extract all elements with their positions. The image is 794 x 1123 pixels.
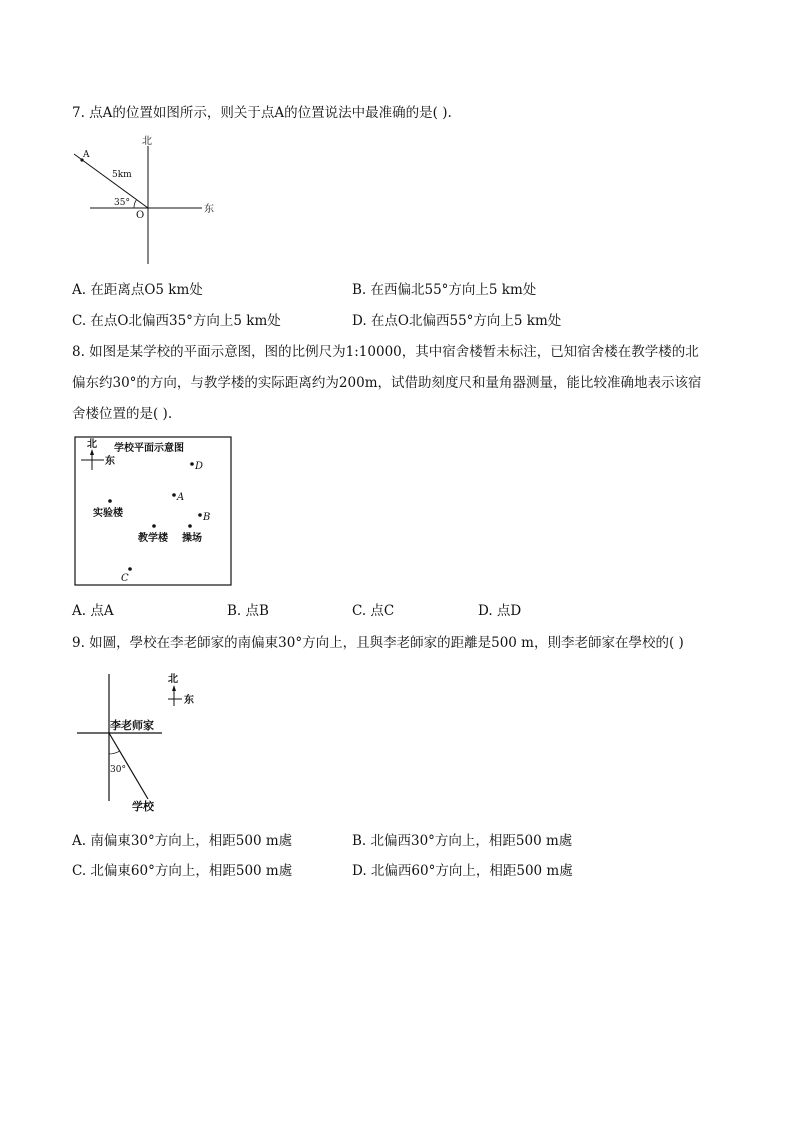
q8-stem-line3: 舍楼位置的是( ). xyxy=(72,406,173,422)
q9-option-c: C. 北偏東60°方向上，相距500 m處 xyxy=(72,863,293,879)
q8-point-d xyxy=(190,462,194,466)
q9-option-a: A. 南偏東30°方向上，相距500 m處 xyxy=(72,833,293,849)
q9-option-d: D. 北偏西60°方向上，相距500 m處 xyxy=(352,863,573,879)
q9-option-b: B. 北偏西30°方向上，相距500 m處 xyxy=(352,833,573,849)
q8-label-b: B xyxy=(203,512,211,523)
q7-angle-label: 35° xyxy=(114,198,130,208)
q7-o-label: O xyxy=(136,210,145,221)
q7-stem: 7. 点A的位置如图所示，则关于点A的位置说法中最准确的是( ). xyxy=(72,105,452,121)
q8-option-c: C. 点C xyxy=(352,603,395,619)
q9-east-label: 东 xyxy=(184,695,194,706)
q8-point-teaching xyxy=(152,524,156,528)
q7-ray-oa xyxy=(74,154,148,208)
q8-point-playground xyxy=(188,524,192,528)
q8-lab-label: 实验楼 xyxy=(93,508,123,519)
q8-east-label: 东 xyxy=(105,456,115,467)
q7-option-b: B. 在西偏北55°方向上5 km处 xyxy=(352,282,537,298)
q8-teaching-label: 教学楼 xyxy=(138,533,168,544)
q7-east-label: 东 xyxy=(204,204,214,215)
q9-compass-arrow xyxy=(172,685,176,691)
q9-angle-label: 30° xyxy=(110,765,126,775)
q8-label-a: A xyxy=(177,492,185,503)
q7-option-d: D. 在点O北偏西55°方向上5 km处 xyxy=(352,313,562,329)
q8-title: 学校平面示意图 xyxy=(114,443,184,454)
q7-a-label: A xyxy=(83,150,90,160)
q8-figure xyxy=(74,436,234,588)
q8-option-d: D. 点D xyxy=(478,603,522,619)
q8-playground-label: 操场 xyxy=(182,533,202,544)
q8-point-b xyxy=(198,513,202,517)
q8-label-d: D xyxy=(195,461,204,472)
q8-stem-line1: 8. 如图是某学校的平面示意图，图的比例尺为1:10000，其中宿舍楼暂未标注，已知宿舍楼在教学楼的北 xyxy=(72,344,699,360)
q7-option-a: A. 在距离点O5 km处 xyxy=(72,282,203,298)
q9-school-label: 学校 xyxy=(132,800,154,813)
q7-angle-arc xyxy=(134,200,137,208)
q9-home-label: 李老师家 xyxy=(110,719,154,732)
q9-north-label: 北 xyxy=(168,674,178,685)
q9-figure xyxy=(74,666,214,816)
q9-stem: 9. 如圖，學校在李老師家的南偏東30°方向上，且與李老師家的距離是500 m，則李老師家在學校的( ) xyxy=(72,635,684,651)
q8-point-lab xyxy=(108,499,112,503)
q7-north-label: 北 xyxy=(142,136,152,147)
q8-stem-line2: 偏东约30°的方向，与教学楼的实际距离约为200m，试借助刻度尺和量角器测量，能比较准确地表示该宿 xyxy=(72,375,702,391)
q8-north-label: 北 xyxy=(87,439,97,450)
q8-label-c: C xyxy=(121,573,129,584)
q7-distance-label: 5km xyxy=(112,170,132,180)
q8-option-b: B. 点B xyxy=(227,603,269,619)
q8-option-a: A. 点A xyxy=(72,603,114,619)
q7-option-c: C. 在点O北偏西35°方向上5 km处 xyxy=(72,313,281,329)
q8-point-a xyxy=(172,493,176,497)
q7-figure xyxy=(66,132,226,272)
q8-point-c xyxy=(128,567,132,571)
q9-angle-arc xyxy=(109,751,120,754)
